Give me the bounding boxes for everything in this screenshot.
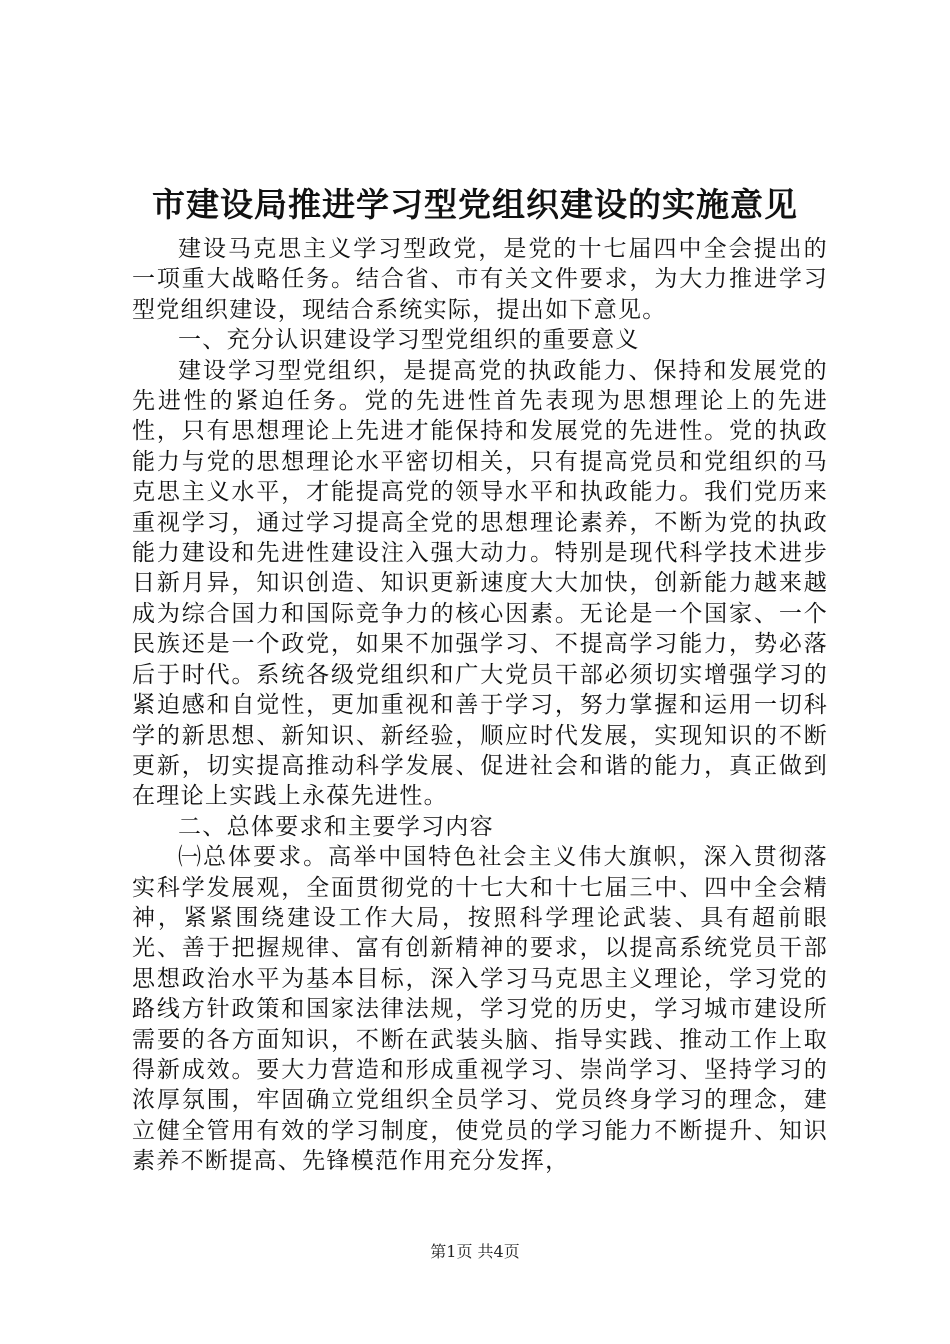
document-body [132,234,828,1177]
document-title: 市建设局推进学习型党组织建设的实施意见 [152,185,798,224]
page-footer: 第1页 共4页 [430,1242,520,1261]
paragraph-intro: 建设马克思主义学习型政党，是党的十七届四中全会提出的一项重大战略任务。结合省、市有关文件要求，为大力推进学习型党组织建设，现结合系统实际，提出如下意见。 [132,236,828,323]
section-heading-2: 二、总体要求和主要学习内容 [178,813,494,840]
paragraph-significance: 建设学习型党组织，是提高党的执政能力、保持和发展党的先进性的紧迫任务。党的先进性首先表现为思想理论上的先进性，只有思想理论上先进才能保持和发展党的先进性。党的执政能力与党的思想理论水平密切相关，只有提高党员和党组织的马克思主义水平，才能提高党的领导水平和执政能力。我们党历来重视学习，通过学习提高全党的思想理论素养，不断为党的执政能力建设和先进性建设注入强大动力。特别是现代科学技术进步日新月异，知识创造、知识更新速度大大加快，创新能力越来越成为综合国力和国际竞争力的核心因素。无论是一个国家、一个民族还是一个政党，如果不加强学习、不提高学习能力，势必落后于时代。系统各级党组织和广大党员干部必须切实增强学习的紧迫感和自觉性，更加重视和善于学习，努力掌握和运用一切科学的新思想、新知识、新经验，顺应时代发展，实现知识的不断更新，切实提高推动科学发展、促进社会和谐的能力，真正做到在理论上实践上永葆先进性。 [132,357,828,810]
section-heading-1: 一、充分认识建设学习型党组织的重要意义 [178,327,640,354]
paragraph-general-requirements: ㈠总体要求。高举中国特色社会主义伟大旗帜，深入贯彻落实科学发展观，全面贯彻党的十七大和十七届三中、四中全会精神，紧紧围绕建设工作大局，按照科学理论武装、具有超前眼光、善于把握规律、富有创新精神的要求，以提高系统党员干部思想政治水平为基本目标，深入学习马克思主义理论，学习党的路线方针政策和国家法律法规，学习党的历史，学习城市建设所需要的各方面知识，不断在武装头脑、指导实践、推动工作上取得新成效。要大力营造和形成重视学习、崇尚学习、坚持学习的浓厚氛围，牢固确立党组织全员学习、党员终身学习的理念，建立健全管用有效的学习制度，使党员的学习能力不断提升、知识素养不断提高、先锋模范作用充分发挥， [132,844,828,1175]
